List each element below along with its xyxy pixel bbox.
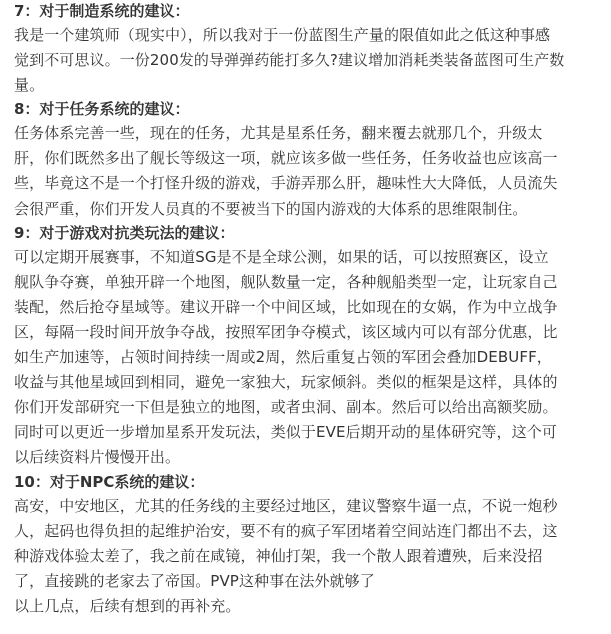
- text-line: 了，直接跳的老家去了帝国。PVP这种事在法外就够了: [14, 571, 375, 590]
- text-line: 你们开发部研究一下但是独立的地图，或者虫洞、副本。然后可以给出高额奖励。: [14, 398, 558, 417]
- text-line: 装配，然后抢夺星域等。建议开辟一个中间区域，比如现在的女娲，作为中立战争: [14, 297, 558, 316]
- section-paragraph: [14, 494, 605, 619]
- text-line: 觉到不可思议。一份200发的导弹弹药能打多久?建议增加消耗类装备蓝图可生产数: [14, 51, 565, 70]
- text-line: 以上几点，后续有想到的再补充。: [14, 596, 241, 615]
- text-line: 任务体系完善一些，现在的任务，尤其是星系任务，翻来覆去就那几个，升级太: [14, 124, 543, 143]
- text-line: 种游戏体验太差了，我之前在咸镜，神仙打架，我一个散人跟着遭殃，后来没招: [14, 546, 543, 565]
- text-line: 肝，你们既然多出了舰长等级这一项，就应该多做一些任务，任务收益也应该高一: [14, 149, 558, 168]
- section-npc: [14, 471, 605, 619]
- text-line: 同时可以更近一步增加星系开发玩法，类似于EVE后期开动的星体研究等，这个可: [14, 423, 557, 442]
- text-line: 量。: [14, 76, 45, 95]
- text-line: 以后续资料片慢慢开出。: [14, 448, 181, 467]
- text-line: 如生产加速等，占领时间持续一周或2周，然后重复占领的军团会叠加DEBUFF，: [14, 348, 552, 367]
- section-paragraph: [14, 245, 605, 471]
- text-line: 高安，中安地区，尤其的任务线的主要经过地区，建议警察牛逼一点，不说一炮秒: [14, 496, 558, 515]
- text-line: 舰队争夺赛，单独开辟一个地图，舰队数量一定，各种舰船类型一定，让玩家自己: [14, 272, 558, 291]
- section-missions: [14, 98, 605, 221]
- text-line: 可以定期开展赛事，不知道SG是不是全球公测，如果的话，可以按照赛区，设立: [14, 247, 549, 266]
- section-manufacturing: [14, 0, 605, 98]
- text-line: 会很严重，你们开发人员真的不要被当下的国内游戏的大体系的思维限制住。: [14, 199, 528, 218]
- section-paragraph: [14, 121, 605, 221]
- text-line: 区，每隔一段时间开放争夺战，按照军团争夺模式，该区域内可以有部分优惠，比: [14, 322, 558, 341]
- text-line: 人，起码也得负担的起维护治安，要不有的疯子军团堵着空间站连门都出不去，这: [14, 521, 558, 540]
- text-line: 些，毕竟这不是一个打怪升级的游戏，手游弄那么肝，趣味性大大降低，人员流失: [14, 174, 558, 193]
- section-heading: 7：对于制造系统的建议：: [14, 2, 190, 20]
- text-line: 我是一个建筑师（现实中），所以我对于一份蓝图生产量的限值如此之低这种事感: [14, 26, 551, 44]
- section-heading: 10：对于NPC系统的建议：: [14, 472, 205, 491]
- section-heading: 8：对于任务系统的建议：: [14, 100, 190, 119]
- section-pvp: [14, 222, 605, 471]
- text-line: 收益与其他星域回到相同，避免一家独大，玩家倾斜。类似的框架是这样，具体的: [14, 373, 558, 392]
- section-paragraph: [14, 23, 605, 98]
- section-heading: 9：对于游戏对抗类玩法的建议：: [14, 223, 235, 242]
